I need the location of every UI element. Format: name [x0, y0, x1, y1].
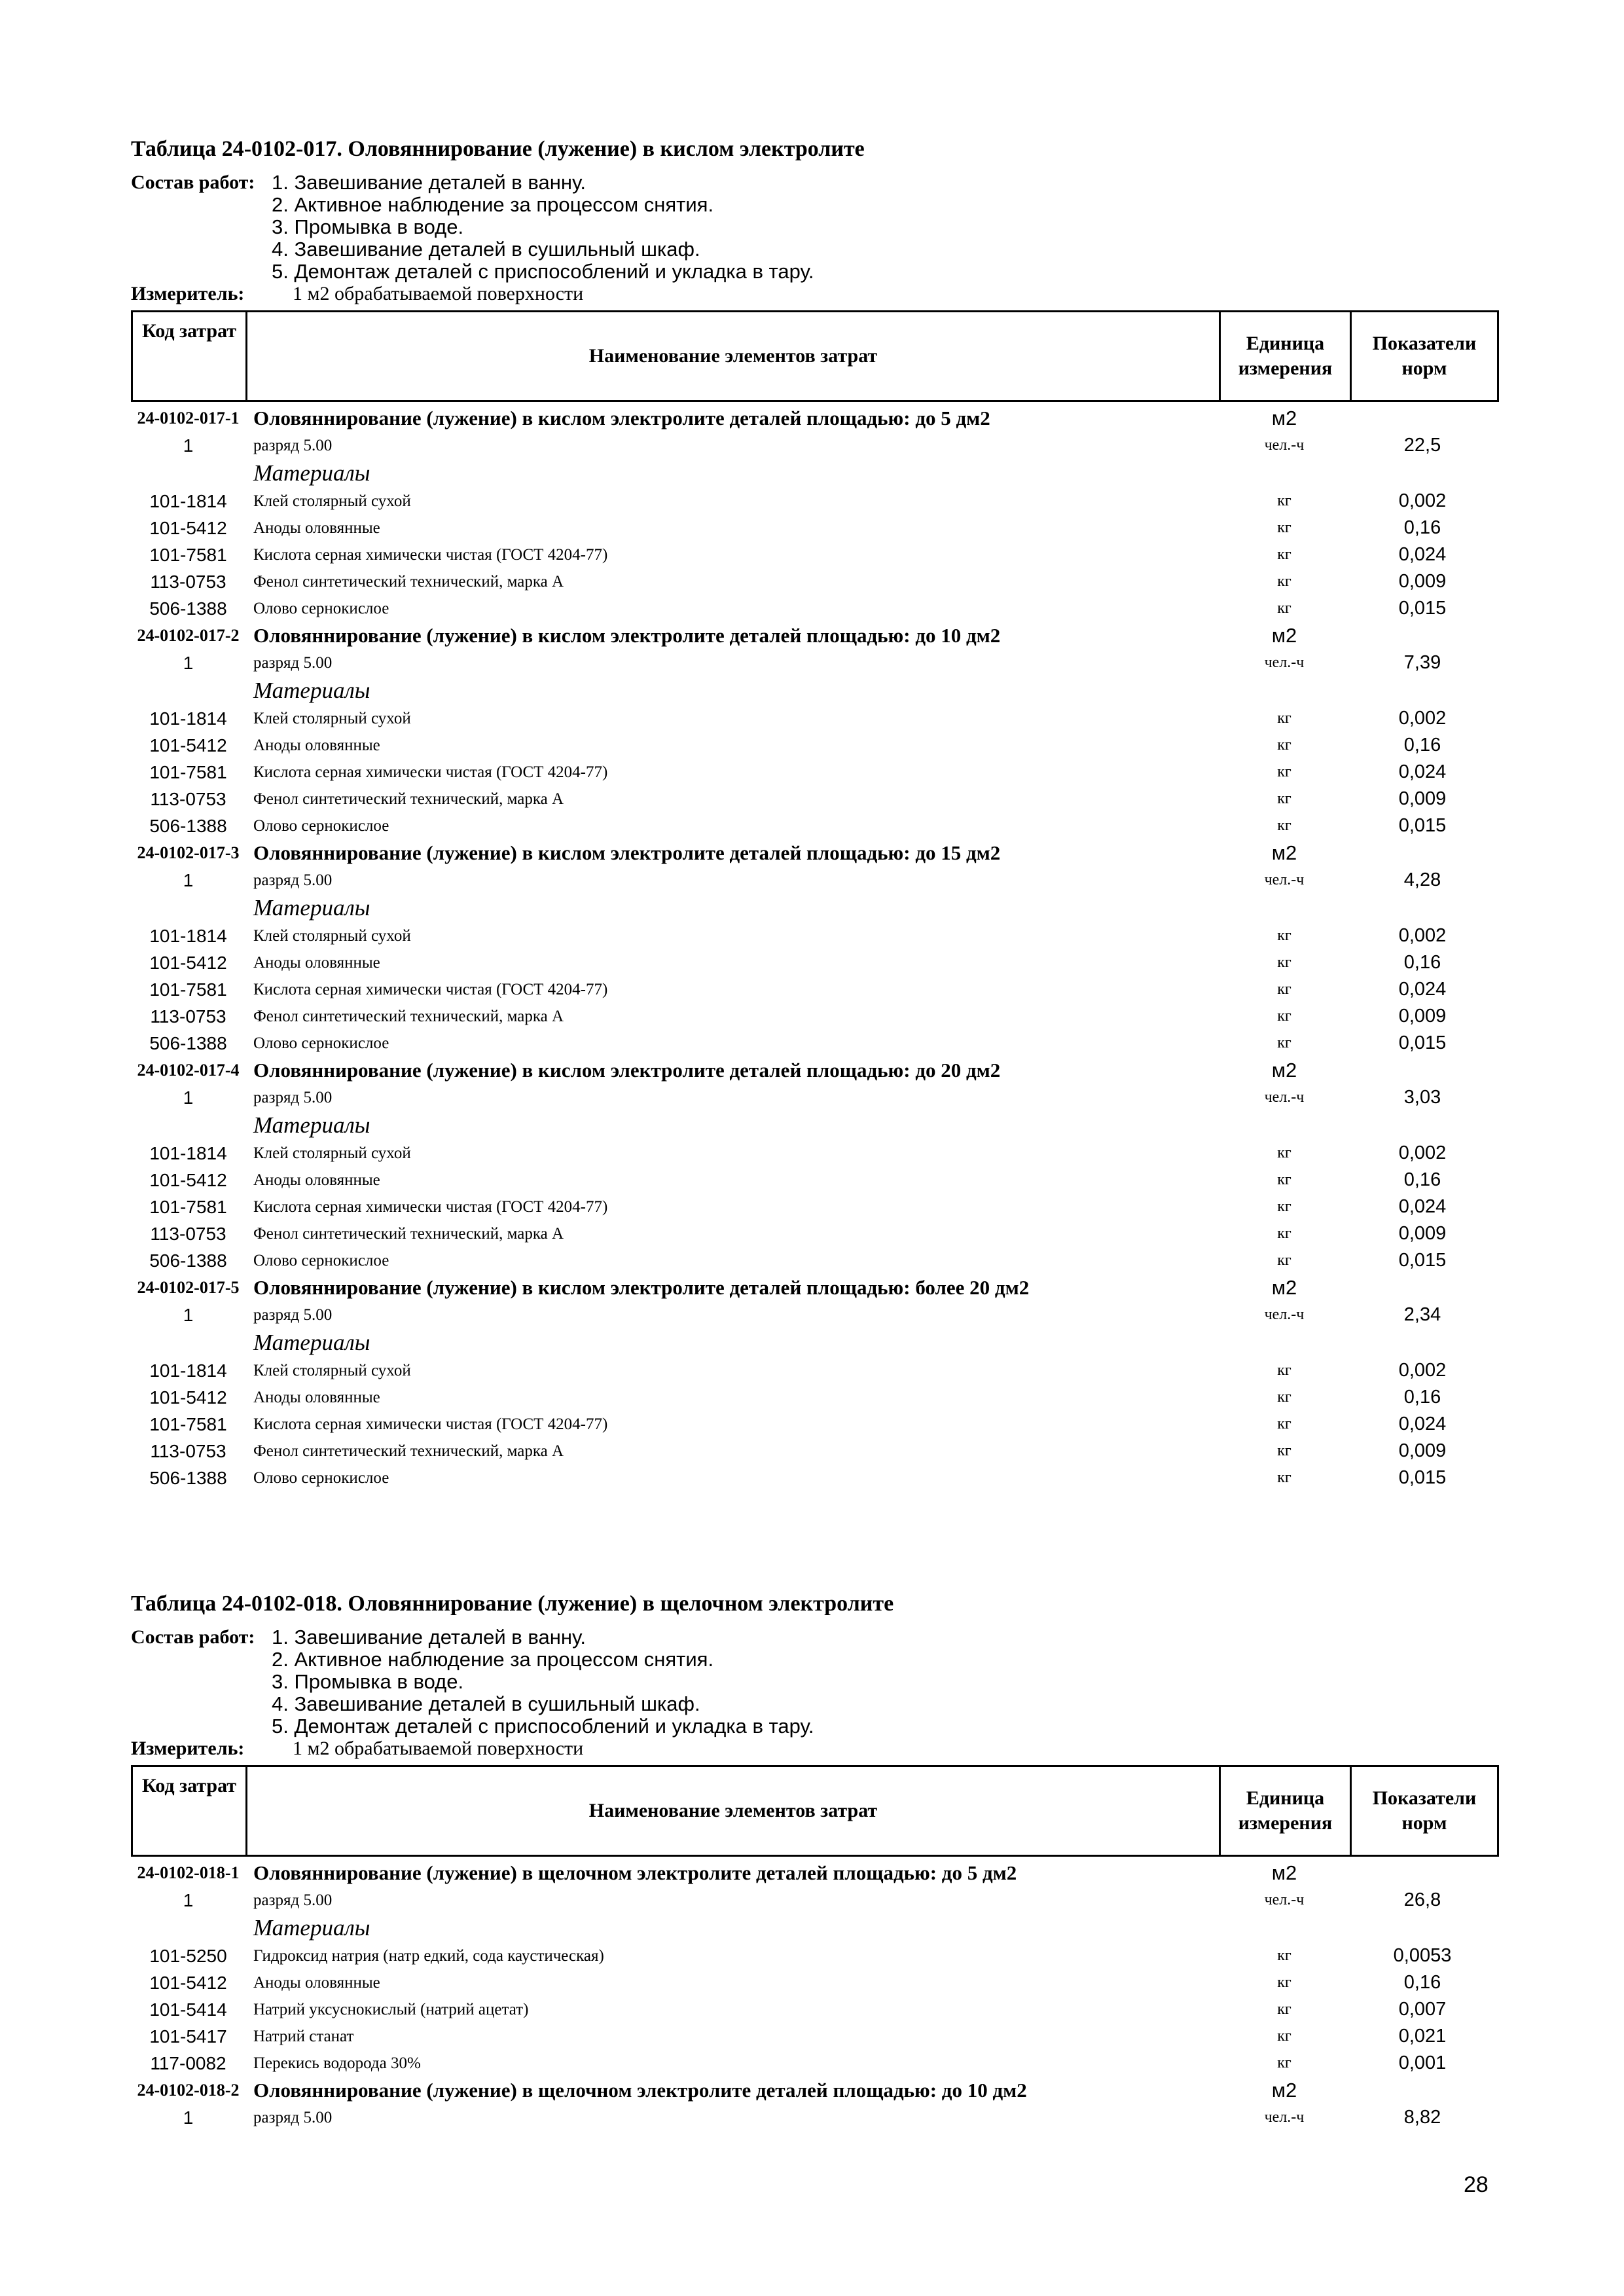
- labor-name: разряд 5.00: [253, 653, 333, 672]
- group-code: 24-0102-017-2: [137, 626, 240, 645]
- group-code: 24-0102-017-4: [137, 1061, 240, 1080]
- labor-value: 8,82: [1403, 2107, 1441, 2128]
- materials-heading-row: [131, 676, 1499, 705]
- work-composition-list: [272, 172, 814, 283]
- labor-unit: чел.-ч: [1264, 654, 1305, 671]
- group-unit: м2: [1271, 1276, 1297, 1299]
- material-name: Фенол синтетический технический, марка А: [253, 1442, 564, 1460]
- material-name: Клей столярный сухой: [253, 709, 411, 727]
- material-code: 101-5412: [149, 1972, 227, 1993]
- work-composition: [131, 1626, 1499, 1738]
- labor-unit: чел.-ч: [1264, 1306, 1305, 1323]
- material-value: 0,015: [1398, 1032, 1447, 1053]
- work-item: 1. Завешивание деталей в ванну.: [272, 171, 586, 194]
- material-unit: кг: [1277, 763, 1291, 780]
- material-value: 0,024: [1398, 979, 1447, 1000]
- material-value: 0,001: [1398, 2052, 1447, 2073]
- material-value: 0,16: [1403, 1972, 1441, 1993]
- materials-heading-row: [131, 1111, 1499, 1140]
- meter: [131, 1738, 1499, 1760]
- meter-label: Измеритель:: [131, 283, 245, 304]
- group-name: Оловяннирование (лужение) в кислом электролите деталей площадью: до 5 дм2: [253, 407, 990, 429]
- material-name: Натрий станат: [253, 2027, 354, 2045]
- material-code: 101-1814: [149, 925, 227, 946]
- material-value: 0,16: [1403, 517, 1441, 538]
- material-row: [131, 1167, 1499, 1194]
- labor-code: 1: [183, 1304, 194, 1325]
- group-unit: м2: [1271, 1861, 1297, 1884]
- group-row: [131, 1859, 1499, 1887]
- material-unit: кг: [1277, 927, 1291, 944]
- material-value: 0,16: [1403, 1169, 1441, 1190]
- material-code: 101-7581: [149, 544, 227, 565]
- group-row: [131, 2077, 1499, 2104]
- group-row: [131, 839, 1499, 867]
- meter-value: 1 м2 обрабатываемой поверхности: [293, 283, 584, 304]
- material-value: 0,002: [1398, 1360, 1447, 1381]
- material-code: 101-1814: [149, 1142, 227, 1163]
- material-value: 0,0053: [1393, 1945, 1452, 1966]
- material-name: Аноды оловянные: [253, 1388, 380, 1406]
- material-unit: кг: [1277, 1974, 1291, 1991]
- header-norm-line1: Показатели: [1372, 333, 1477, 354]
- labor-value: 2,34: [1403, 1304, 1441, 1325]
- material-code: 113-0753: [150, 1440, 226, 1461]
- material-code: 506-1388: [149, 815, 227, 836]
- group-name: Оловяннирование (лужение) в кислом электролите деталей площадью: до 20 дм2: [253, 1059, 1001, 1082]
- group-name: Оловяннирование (лужение) в щелочном электролите деталей площадью: до 10 дм2: [253, 2079, 1027, 2102]
- group-code: 24-0102-017-5: [137, 1278, 240, 1297]
- material-value: 0,009: [1398, 788, 1447, 809]
- material-row: [131, 1942, 1499, 1969]
- table-title: Таблица 24-0102-017. Оловяннирование (лужение) в кислом электролите: [131, 137, 865, 161]
- material-row: [131, 1247, 1499, 1274]
- material-row: [131, 1030, 1499, 1057]
- group-unit: м2: [1271, 841, 1297, 864]
- material-row: [131, 1194, 1499, 1220]
- labor-code: 1: [183, 652, 194, 673]
- material-row: [131, 949, 1499, 976]
- material-code: 101-7581: [149, 761, 227, 782]
- material-unit: кг: [1277, 1252, 1291, 1269]
- material-row: [131, 488, 1499, 515]
- material-code: 506-1388: [149, 1032, 227, 1053]
- material-row: [131, 595, 1499, 622]
- work-composition-list: [272, 1626, 814, 1738]
- labor-name: разряд 5.00: [253, 1891, 333, 1909]
- header-unit-line2: измерения: [1238, 357, 1333, 379]
- material-code: 117-0082: [150, 2052, 226, 2073]
- material-code: 506-1388: [149, 1250, 227, 1271]
- material-name: Гидроксид натрия (натр едкий, сода каустическая): [253, 1946, 604, 1965]
- material-unit: кг: [1277, 1198, 1291, 1215]
- group-name: Оловяннирование (лужение) в кислом электролите деталей площадью: более 20 дм2: [253, 1276, 1030, 1299]
- labor-name: разряд 5.00: [253, 2108, 333, 2126]
- materials-heading-row: [131, 459, 1499, 488]
- material-row: [131, 1357, 1499, 1384]
- material-value: 0,024: [1398, 544, 1447, 565]
- material-value: 0,009: [1398, 1006, 1447, 1027]
- labor-value: 7,39: [1403, 652, 1441, 673]
- material-name: Перекись водорода 30%: [253, 2054, 421, 2072]
- material-code: 101-5250: [149, 1945, 227, 1966]
- group-code: 24-0102-017-1: [137, 409, 240, 428]
- material-name: Олово сернокислое: [253, 816, 389, 835]
- table-header: [131, 310, 1499, 402]
- material-value: 0,024: [1398, 1413, 1447, 1434]
- material-unit: кг: [1277, 1008, 1291, 1025]
- material-unit: кг: [1277, 1442, 1291, 1459]
- material-unit: кг: [1277, 2001, 1291, 2018]
- group-unit: м2: [1271, 1059, 1297, 1082]
- material-name: Аноды оловянные: [253, 1171, 380, 1189]
- material-unit: кг: [1277, 1947, 1291, 1964]
- material-value: 0,021: [1398, 2026, 1447, 2047]
- work-item: 4. Завешивание деталей в сушильный шкаф.: [272, 1692, 700, 1715]
- material-value: 0,024: [1398, 761, 1447, 782]
- material-name: Олово сернокислое: [253, 1468, 389, 1487]
- material-name: Олово сернокислое: [253, 1251, 389, 1269]
- material-name: Фенол синтетический технический, марка А: [253, 790, 564, 808]
- material-unit: кг: [1277, 817, 1291, 834]
- material-name: Кислота серная химически чистая (ГОСТ 4204-77): [253, 763, 608, 781]
- material-row: [131, 1384, 1499, 1411]
- material-code: 101-7581: [149, 1196, 227, 1217]
- material-code: 113-0753: [150, 1006, 226, 1027]
- material-value: 0,002: [1398, 1142, 1447, 1163]
- labor-unit: чел.-ч: [1264, 1891, 1305, 1908]
- material-row: [131, 541, 1499, 568]
- material-value: 0,16: [1403, 952, 1441, 973]
- labor-code: 1: [183, 435, 194, 456]
- material-value: 0,024: [1398, 1196, 1447, 1217]
- material-row: [131, 515, 1499, 541]
- material-unit: кг: [1277, 790, 1291, 807]
- material-code: 113-0753: [150, 571, 226, 592]
- meter-label: Измеритель:: [131, 1738, 245, 1759]
- material-name: Фенол синтетический технический, марка А: [253, 572, 564, 591]
- table-header: [131, 1765, 1499, 1857]
- group-row: [131, 1274, 1499, 1302]
- material-code: 101-5412: [149, 952, 227, 973]
- header-unit-line1: Единица: [1246, 333, 1325, 354]
- labor-name: разряд 5.00: [253, 1305, 333, 1324]
- material-name: Клей столярный сухой: [253, 926, 411, 945]
- material-value: 0,009: [1398, 1223, 1447, 1244]
- material-name: Клей столярный сухой: [253, 1144, 411, 1162]
- material-code: 101-5412: [149, 735, 227, 756]
- group-name: Оловяннирование (лужение) в щелочном электролите деталей площадью: до 5 дм2: [253, 1861, 1017, 1884]
- labor-unit: чел.-ч: [1264, 2109, 1305, 2126]
- material-name: Кислота серная химически чистая (ГОСТ 4204-77): [253, 545, 608, 564]
- material-value: 0,16: [1403, 735, 1441, 756]
- material-value: 0,015: [1398, 815, 1447, 836]
- material-unit: кг: [1277, 1362, 1291, 1379]
- material-unit: кг: [1277, 573, 1291, 590]
- material-name: Аноды оловянные: [253, 1973, 380, 1992]
- material-code: 101-1814: [149, 1360, 227, 1381]
- work-item: 3. Промывка в воде.: [272, 215, 464, 238]
- material-code: 113-0753: [150, 788, 226, 809]
- labor-value: 4,28: [1403, 869, 1441, 890]
- header-unit-line2: измерения: [1238, 1812, 1333, 1834]
- group-unit: м2: [1271, 407, 1297, 429]
- material-code: 113-0753: [150, 1223, 226, 1244]
- labor-row: [131, 1302, 1499, 1328]
- labor-unit: чел.-ч: [1264, 871, 1305, 888]
- material-code: 101-5417: [149, 2026, 227, 2047]
- material-row: [131, 1969, 1499, 1996]
- labor-code: 1: [183, 869, 194, 890]
- group-row: [131, 622, 1499, 649]
- group-code: 24-0102-018-2: [137, 2081, 240, 2100]
- material-unit: кг: [1277, 1415, 1291, 1432]
- material-unit: кг: [1277, 1389, 1291, 1406]
- labor-row: [131, 867, 1499, 894]
- material-row: [131, 568, 1499, 595]
- material-name: Клей столярный сухой: [253, 1361, 411, 1379]
- material-name: Олово сернокислое: [253, 1034, 389, 1052]
- header-norm-line1: Показатели: [1372, 1787, 1477, 1809]
- header-unit-line1: Единица: [1246, 1787, 1325, 1809]
- material-code: 101-7581: [149, 1413, 227, 1434]
- material-row: [131, 759, 1499, 786]
- table-body: [131, 1859, 1499, 2131]
- meter: [131, 283, 1499, 305]
- materials-heading-row: [131, 1914, 1499, 1942]
- group-code: 24-0102-018-1: [137, 1863, 240, 1882]
- header-norm-line2: норм: [1401, 1812, 1447, 1834]
- materials-heading-row: [131, 1328, 1499, 1357]
- material-value: 0,009: [1398, 1440, 1447, 1461]
- header-unit: [1221, 312, 1352, 400]
- work-composition-label: Состав работ:: [131, 1626, 255, 1648]
- labor-code: 1: [183, 2107, 194, 2128]
- material-unit: кг: [1277, 737, 1291, 754]
- table-24-0102-018: [131, 1591, 1499, 2131]
- labor-name: разряд 5.00: [253, 1088, 333, 1106]
- material-name: Кислота серная химически чистая (ГОСТ 4204-77): [253, 980, 608, 998]
- material-row: [131, 1465, 1499, 1491]
- material-value: 0,015: [1398, 1467, 1447, 1488]
- header-norm-line2: норм: [1401, 357, 1447, 379]
- material-code: 101-5412: [149, 517, 227, 538]
- material-row: [131, 1140, 1499, 1167]
- header-code: Код затрат: [133, 312, 247, 400]
- labor-value: 26,8: [1403, 1889, 1441, 1910]
- labor-row: [131, 1887, 1499, 1914]
- material-value: 0,16: [1403, 1387, 1441, 1408]
- material-value: 0,009: [1398, 571, 1447, 592]
- material-code: 101-5412: [149, 1169, 227, 1190]
- material-row: [131, 1003, 1499, 1030]
- material-name: Фенол синтетический технический, марка А: [253, 1007, 564, 1025]
- material-unit: кг: [1277, 1171, 1291, 1188]
- labor-unit: чел.-ч: [1264, 1089, 1305, 1106]
- work-item: 1. Завешивание деталей в ванну.: [272, 1626, 586, 1649]
- material-row: [131, 812, 1499, 839]
- work-item: 2. Активное наблюдение за процессом снятия.: [272, 1648, 714, 1671]
- materials-heading: Материалы: [253, 460, 370, 486]
- material-name: Аноды оловянные: [253, 953, 380, 972]
- material-value: 0,015: [1398, 598, 1447, 619]
- material-unit: кг: [1277, 2028, 1291, 2045]
- work-composition-label: Состав работ:: [131, 172, 255, 193]
- header-norm: [1352, 312, 1497, 400]
- material-name: Натрий уксуснокислый (натрий ацетат): [253, 2000, 529, 2018]
- materials-heading: Материалы: [253, 895, 370, 920]
- group-name: Оловяннирование (лужение) в кислом электролите деталей площадью: до 15 дм2: [253, 841, 1001, 864]
- material-unit: кг: [1277, 1225, 1291, 1242]
- header-code: Код затрат: [133, 1767, 247, 1855]
- material-name: Аноды оловянные: [253, 736, 380, 754]
- material-row: [131, 976, 1499, 1003]
- material-unit: кг: [1277, 954, 1291, 971]
- labor-name: разряд 5.00: [253, 871, 333, 889]
- material-row: [131, 1411, 1499, 1438]
- work-item: 2. Активное наблюдение за процессом снятия.: [272, 193, 714, 216]
- material-code: 506-1388: [149, 598, 227, 619]
- material-value: 0,015: [1398, 1250, 1447, 1271]
- material-code: 506-1388: [149, 1467, 227, 1488]
- material-unit: кг: [1277, 600, 1291, 617]
- material-value: 0,007: [1398, 1999, 1447, 2020]
- material-name: Аноды оловянные: [253, 519, 380, 537]
- header-unit: [1221, 1767, 1352, 1855]
- header-name: Наименование элементов затрат: [247, 312, 1221, 400]
- material-code: 101-1814: [149, 708, 227, 729]
- materials-heading: Материалы: [253, 1112, 370, 1138]
- material-name: Кислота серная химически чистая (ГОСТ 4204-77): [253, 1197, 608, 1216]
- labor-name: разряд 5.00: [253, 436, 333, 454]
- material-unit: кг: [1277, 1469, 1291, 1486]
- labor-row: [131, 2104, 1499, 2131]
- material-row: [131, 1220, 1499, 1247]
- group-unit: м2: [1271, 2079, 1297, 2102]
- labor-code: 1: [183, 1087, 194, 1108]
- work-item: 3. Промывка в воде.: [272, 1670, 464, 1693]
- group-row: [131, 405, 1499, 432]
- table-24-0102-017: [131, 136, 1499, 1491]
- group-code: 24-0102-017-3: [137, 843, 240, 862]
- materials-heading: Материалы: [253, 678, 370, 703]
- material-code: 101-1814: [149, 490, 227, 511]
- table-title: Таблица 24-0102-018. Оловяннирование (лужение) в щелочном электролите: [131, 1592, 894, 1616]
- material-code: 101-5412: [149, 1387, 227, 1408]
- materials-heading: Материалы: [253, 1330, 370, 1355]
- page-number: 28: [1464, 2172, 1489, 2197]
- labor-row: [131, 432, 1499, 459]
- material-unit: кг: [1277, 1034, 1291, 1051]
- material-unit: кг: [1277, 710, 1291, 727]
- material-row: [131, 1438, 1499, 1465]
- material-row: [131, 1996, 1499, 2023]
- material-value: 0,002: [1398, 925, 1447, 946]
- labor-row: [131, 649, 1499, 676]
- material-unit: кг: [1277, 546, 1291, 563]
- material-row: [131, 786, 1499, 812]
- material-name: Кислота серная химически чистая (ГОСТ 4204-77): [253, 1415, 608, 1433]
- material-unit: кг: [1277, 1144, 1291, 1161]
- header-name: Наименование элементов затрат: [247, 1767, 1221, 1855]
- material-unit: кг: [1277, 519, 1291, 536]
- material-unit: кг: [1277, 2054, 1291, 2071]
- material-value: 0,002: [1398, 708, 1447, 729]
- labor-unit: чел.-ч: [1264, 437, 1305, 454]
- group-unit: м2: [1271, 624, 1297, 647]
- labor-row: [131, 1084, 1499, 1111]
- meter-value: 1 м2 обрабатываемой поверхности: [293, 1738, 584, 1759]
- material-row: [131, 2050, 1499, 2077]
- material-name: Олово сернокислое: [253, 599, 389, 617]
- group-name: Оловяннирование (лужение) в кислом электролите деталей площадью: до 10 дм2: [253, 624, 1001, 647]
- material-value: 0,002: [1398, 490, 1447, 511]
- material-row: [131, 2023, 1499, 2050]
- work-composition: [131, 172, 1499, 283]
- header-norm: [1352, 1767, 1497, 1855]
- material-name: Клей столярный сухой: [253, 492, 411, 510]
- work-item: 4. Завешивание деталей в сушильный шкаф.: [272, 238, 700, 261]
- material-row: [131, 922, 1499, 949]
- material-unit: кг: [1277, 981, 1291, 998]
- material-row: [131, 705, 1499, 732]
- materials-heading-row: [131, 894, 1499, 922]
- material-name: Фенол синтетический технический, марка А: [253, 1224, 564, 1243]
- labor-code: 1: [183, 1889, 194, 1910]
- work-item: 5. Демонтаж деталей с приспособлений и укладка в тару.: [272, 1715, 814, 1738]
- labor-value: 22,5: [1403, 435, 1441, 456]
- material-code: 101-5414: [149, 1999, 227, 2020]
- work-item: 5. Демонтаж деталей с приспособлений и укладка в тару.: [272, 260, 814, 283]
- material-unit: кг: [1277, 492, 1291, 509]
- materials-heading: Материалы: [253, 1915, 370, 1941]
- material-row: [131, 732, 1499, 759]
- labor-value: 3,03: [1403, 1087, 1441, 1108]
- material-code: 101-7581: [149, 979, 227, 1000]
- table-body: [131, 405, 1499, 1491]
- group-row: [131, 1057, 1499, 1084]
